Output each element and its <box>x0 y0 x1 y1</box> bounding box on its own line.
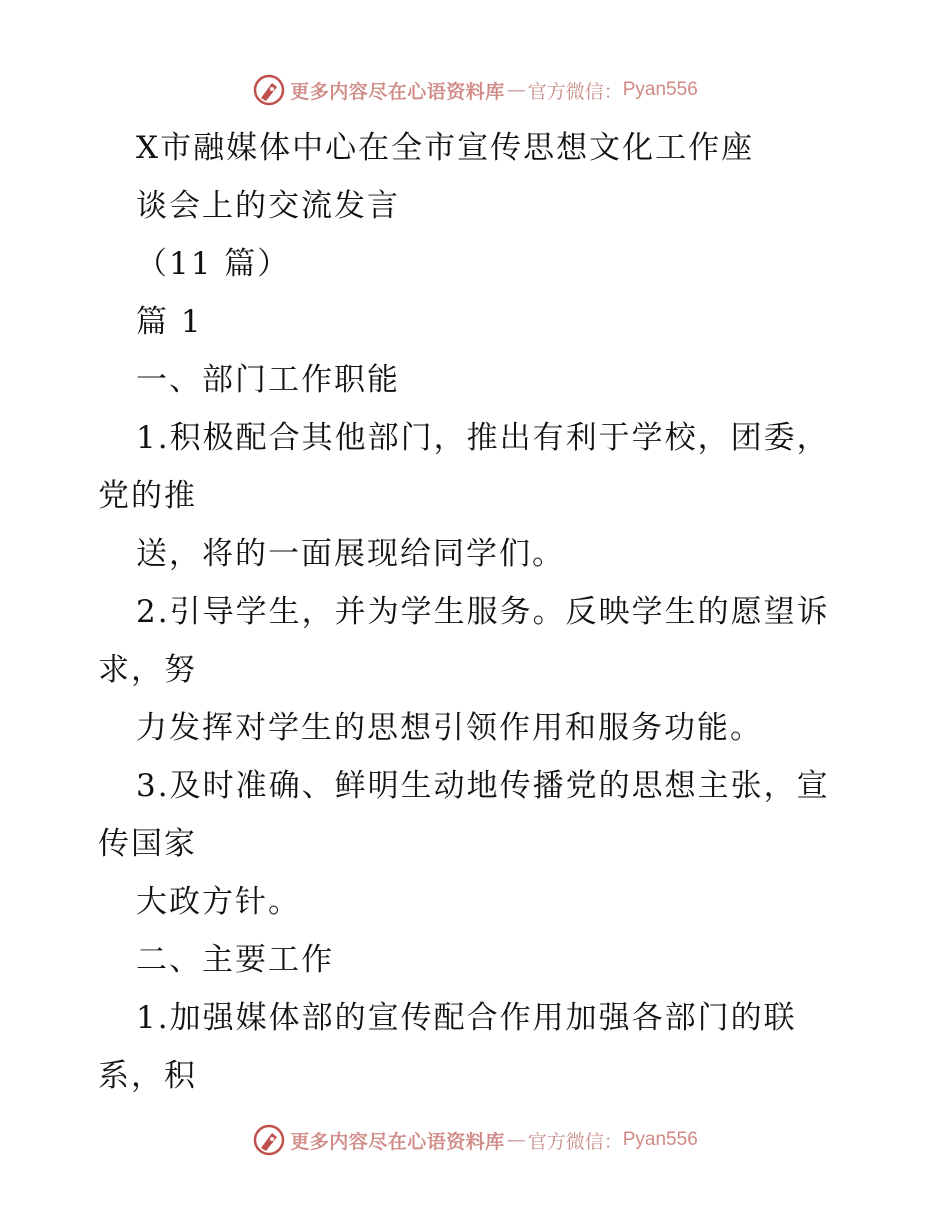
pen-nib-logo-icon <box>252 73 286 107</box>
paragraph-line: 大政方针。 <box>136 884 301 920</box>
watermark-wechat-label: 官方微信： <box>527 1130 623 1153</box>
paragraph-line: 求，努 <box>98 652 197 688</box>
paragraph-line: 系，积 <box>98 1058 197 1094</box>
watermark-text: 更多内容尽在心语资料库 <box>290 1130 505 1153</box>
doc-title-line-1: X市融媒体中心在全市宣传思想文化工作座 <box>136 130 755 166</box>
paragraph-line: 1.加强媒体部的宣传配合作用加强各部门的联 <box>136 1000 797 1036</box>
paragraph-line: 党的推 <box>98 478 197 514</box>
header-watermark <box>0 70 950 110</box>
heading-department-functions: 一、部门工作职能 <box>136 362 400 398</box>
watermark-dash: — <box>506 79 526 101</box>
doc-title-line-2: 谈会上的交流发言 <box>136 188 400 224</box>
watermark-wechat-id: Pyan556 <box>622 79 698 100</box>
watermark-dash: — <box>506 1129 526 1151</box>
watermark-wechat-label: 官方微信： <box>527 80 623 103</box>
heading-main-work: 二、主要工作 <box>136 942 334 978</box>
watermark-wechat-id: Pyan556 <box>622 1129 698 1150</box>
pen-nib-logo-icon <box>252 1123 286 1157</box>
paragraph-line: 力发挥对学生的思想引领作用和服务功能。 <box>136 710 763 746</box>
paragraph-line: 1.积极配合其他部门，推出有利于学校，团委， <box>136 420 830 456</box>
doc-subtitle-count: （11 篇） <box>136 246 291 282</box>
watermark-text: 更多内容尽在心语资料库 <box>290 80 505 103</box>
paragraph-line: 送，将的一面展现给同学们。 <box>136 536 565 572</box>
footer-watermark <box>0 1120 950 1160</box>
paragraph-line: 2.引导学生，并为学生服务。反映学生的愿望诉 <box>136 594 830 630</box>
section-heading-part-1: 篇 1 <box>136 304 203 340</box>
paragraph-line: 3.及时准确、鲜明生动地传播党的思想主张，宣 <box>136 768 830 804</box>
paragraph-line: 传国家 <box>98 826 197 862</box>
